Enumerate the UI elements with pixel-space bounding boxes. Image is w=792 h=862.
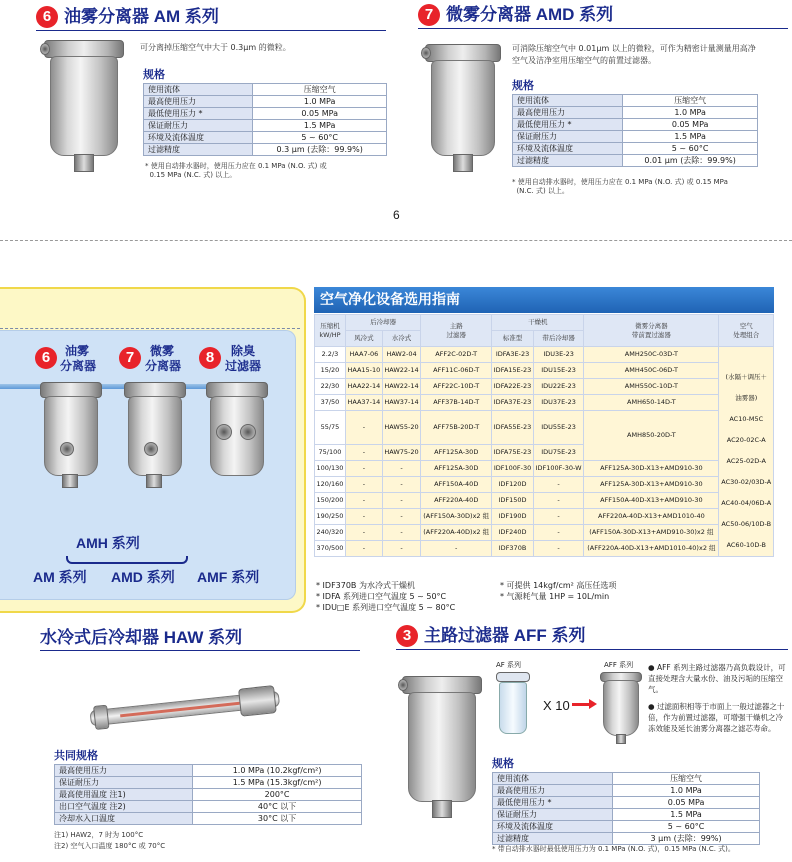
table-cell: HAW37-14: [382, 395, 420, 411]
amd-title-rule: [418, 28, 788, 29]
table-row: 环境及流体温度 5 ~ 60°C: [513, 143, 758, 155]
page-divider: [0, 240, 792, 241]
table-cell: -: [533, 541, 583, 557]
panel-amf-filter-image: [206, 382, 268, 492]
arrow-head-icon: [589, 699, 597, 709]
air-combo-item: AC60-10D-B: [726, 541, 766, 549]
aff-spec-table: [492, 772, 760, 845]
panel-number-8: 8: [199, 347, 221, 369]
table-cell: 240/320: [315, 525, 346, 541]
panel-label-6-line1: 油雾: [65, 344, 90, 358]
table-cell: -: [382, 477, 420, 493]
table-row: [315, 347, 774, 363]
haw-spec-table: [54, 764, 362, 825]
table-cell: HAW55-20: [382, 411, 420, 445]
table-row: [315, 461, 774, 477]
table-cell: IDFA15E-23: [492, 363, 534, 379]
table-cell: 15/20: [315, 363, 346, 379]
table-cell: AMH450C-06D-T: [584, 363, 719, 379]
am-description: 可分离掉压缩空气中大于 0.3μm 的微粒。: [140, 43, 291, 52]
table-row: 使用流体 压缩空气: [493, 773, 760, 785]
guide-notes-right: * 可提供 14kgf/cm² 高压任选项 * 气源耗气量 1HP = 10L/min: [500, 581, 617, 601]
table-row: [315, 411, 774, 445]
haw-cooler-image: [88, 680, 291, 741]
table-row: [315, 493, 774, 509]
air-combo-item: (水隔＋调压＋: [725, 373, 768, 381]
table-row: [315, 509, 774, 525]
aff-bullet-1: ● AFF 系列主路过滤器乃高负载设计，可直接处理含大量水份、油及污垢的压缩空气。: [648, 663, 786, 694]
panel-number-7: 7: [119, 347, 141, 369]
table-row: 最低使用压力 * 0.05 MPa: [493, 797, 760, 809]
table-cell: IDFA55E-23: [492, 411, 534, 445]
table-cell: HAW75-20: [382, 445, 420, 461]
table-row: 过滤精度 0.3 μm (去除：99.9%): [144, 144, 387, 156]
amd-footnote: * 使用自动排水器时，使用压力应在 0.1 MPa (N.O. 式) 或 0.15 MPa (N.C. 式) 以上。: [512, 178, 728, 195]
table-cell: AFF150A-40D-X13+AMD910-30: [584, 493, 719, 509]
table-cell: IDU3E-23: [533, 347, 583, 363]
table-cell: HAA37-14: [345, 395, 382, 411]
table-row: 保证耐压力 1.5 MPa: [493, 809, 760, 821]
table-cell: HAA15-10: [345, 363, 382, 379]
table-cell: (AFF150A-30D)x2 组: [421, 509, 492, 525]
haw-title-rule: [40, 650, 360, 651]
guide-title: 空气净化设备选用指南: [320, 292, 460, 308]
table-cell: IDF100F-30: [492, 461, 534, 477]
table-row: 最高使用压力 1.0 MPa: [493, 785, 760, 797]
table-cell: IDFA37E-23: [492, 395, 534, 411]
table-cell: -: [345, 525, 382, 541]
panel-label-8-line1: 除臭: [231, 344, 256, 358]
am-footnote: * 使用自动排水器时，使用压力应在 0.1 MPa (N.O. 式) 或 0.15 MPa (N.C. 式) 以上。: [145, 162, 327, 179]
table-row: 环境及流体温度 5 ~ 60°C: [493, 821, 760, 833]
table-cell: IDU37E-23: [533, 395, 583, 411]
am-title: 油雾分离器 AM 系列: [64, 7, 219, 26]
table-cell: -: [533, 493, 583, 509]
header-main-filter: 主路 过滤器: [421, 315, 492, 347]
aff-footnote: * 带自动排水器时最低使用压力为 0.1 MPa (N.O. 式)，0.15 MPa (N.C. 式)。: [492, 845, 735, 853]
table-cell: 100/130: [315, 461, 346, 477]
table-row: 保证耐压力 1.5 MPa: [513, 131, 758, 143]
table-row: 最高使用温度 注1) 200°C: [55, 789, 362, 801]
table-cell: IDU75E-23: [533, 445, 583, 461]
am-title-rule: [36, 30, 386, 31]
table-cell: IDFA3E-23: [492, 347, 534, 363]
amd-spec-heading: 规格: [512, 80, 534, 92]
panel-label-8-line2: 过滤器: [225, 359, 262, 373]
table-cell: AFF220A-40D-X13+AMD1010-40: [584, 509, 719, 525]
table-cell: AFF37B-14D-T: [421, 395, 492, 411]
aff-small-filter-image: [600, 672, 642, 746]
table-cell: AFF125A-30D-X13+AMD910-30: [584, 477, 719, 493]
amd-title: 微雾分离器 AMD 系列: [446, 5, 614, 24]
table-cell: IDFA75E-23: [492, 445, 534, 461]
table-row: [315, 379, 774, 395]
aff-series-label-small: AFF 系列: [604, 661, 634, 669]
table-cell: IDFA22E-23: [492, 379, 534, 395]
haw-note-1: 注1) HAW2，7 时为 100°C: [54, 831, 144, 839]
panel-number-6: 6: [35, 347, 57, 369]
table-cell: AFF11C-06D-T: [421, 363, 492, 379]
table-cell: IDF240D: [492, 525, 534, 541]
header-dryer: 干燥机: [492, 315, 584, 331]
table-cell: IDF190D: [492, 509, 534, 525]
haw-title: 水冷式后冷却器 HAW 系列: [40, 628, 243, 647]
air-combo-item: AC25-02D-A: [726, 457, 766, 465]
table-cell: -: [382, 509, 420, 525]
table-cell: HAW22-14: [382, 379, 420, 395]
table-cell: 55/75: [315, 411, 346, 445]
table-cell: 370/500: [315, 541, 346, 557]
pipe-line: [0, 384, 240, 389]
guide-notes-left: * IDF370B 为水冷式干燥机 * IDFA 系列进口空气温度 5 ~ 50°C * IDU□E 系列进口空气温度 5 ~ 80°C: [316, 581, 456, 612]
table-row: [315, 363, 774, 379]
table-cell: IDF100F-30-W: [533, 461, 583, 477]
table-cell: AFF22C-10D-T: [421, 379, 492, 395]
table-cell: -: [345, 411, 382, 445]
section-number-am: 6: [36, 6, 58, 28]
table-cell: 150/200: [315, 493, 346, 509]
air-combo-item: AC20-02C-A: [726, 436, 766, 444]
table-cell: IDU55E-23: [533, 411, 583, 445]
amh-series-label: AMH 系列: [76, 535, 140, 551]
aff-spec-heading: 规格: [492, 758, 514, 770]
table-cell: AMH550C-10D-T: [584, 379, 719, 395]
table-cell: HAA7-06: [345, 347, 382, 363]
table-cell: -: [345, 509, 382, 525]
panel-dashed-line: [0, 328, 300, 329]
table-cell: AFF75B-20D-T: [421, 411, 492, 445]
table-cell: AFF125A-30D: [421, 445, 492, 461]
table-cell: AMH650-14D-T: [584, 395, 719, 411]
table-cell: -: [421, 541, 492, 557]
air-combo-item: AC10-M5C: [729, 415, 764, 423]
table-cell: -: [533, 525, 583, 541]
table-cell: -: [345, 541, 382, 557]
bottom-label-amd: AMD 系列: [111, 569, 175, 585]
table-cell: -: [382, 493, 420, 509]
selection-guide-table: 压缩机 kW/HP 后冷却器 主路 过滤器 干燥机 微雾分离器 带前置过滤器 空气 处理组合 风冷式 水冷式 标准型 带后冷却器 2.2/3 HAA7-06 HAW2-04 AFF2C-02D-T IDFA3E-23 IDU3E-23 AMH250C-03D-T (水隔＋调压＋ 油雾器) AC10-M5C AC20-02C-A AC25-02D-A AC30-02/03D-A AC40-04/06D-A AC50-06/10D-B AC60-10D-B 15/20 HAA15-10 HAW22-14 AFF11C-06D-T IDFA15E-23 IDU15E-23 AMH450C-06D-T 22/30 HAA22-14 HAW22-14 AFF22C-10D-T IDFA22E-23 IDU22E-23 AMH550C-10D-T 37/50 HAA37-14 HAW37-14 AFF37B-14D-T IDFA37E-23 IDU37E-23 AMH650-14D-T 55/75 - HAW55-20 AFF75B-20D-T IDFA55E-23 IDU55E-23 AMH850-20D-T 75/100 - HAW75-20 AFF125A-30D IDFA75E-23 IDU75E-23 100/130 - - AFF125A-30D IDF100F-30 IDF100F-30-W AFF125A-30D-X13+AMD910-30 120/160 - - AFF150A-40D IDF120D - AFF125A-30D-X13+AMD910-30 150/200 - - AFF220A-40D IDF150D - AFF150A-40D-X13+AMD910-30 190/250 - - (AFF150A-30D)x2 组 IDF190D - AFF220A-40D-X13+AMD1010-40 240/320 - - (AFF220A-40D)x2 组 IDF240D - (AFF150A-30D-X13+AMD910-30)x2 组 370/500 - - - IDF370B - (AFF220A-40D-X13+AMD1010-40)x2 组: [314, 314, 774, 557]
table-cell: 75/100: [315, 445, 346, 461]
aff-title: 主路过滤器 AFF 系列: [424, 626, 586, 645]
bullet-icon: ●: [648, 663, 657, 672]
table-cell: -: [533, 509, 583, 525]
table-cell: IDF370B: [492, 541, 534, 557]
table-cell: (AFF220A-40D-X13+AMD1010-40)x2 组: [584, 541, 719, 557]
table-row: 最高使用压力 1.0 MPa: [144, 96, 387, 108]
haw-note-2: 注2) 空气入口温度 180°C 或 70°C: [54, 842, 166, 850]
bottom-label-amf: AMF 系列: [197, 569, 260, 585]
panel-label-6-line2: 分离器: [60, 359, 97, 373]
table-row: 最低使用压力 * 0.05 MPa: [513, 119, 758, 131]
table-cell: IDU22E-23: [533, 379, 583, 395]
bottom-label-am: AM 系列: [33, 569, 87, 585]
panel-am-filter-image: [40, 382, 102, 492]
af-series-label: AF 系列: [496, 661, 522, 669]
panel-label-7-line1: 微雾: [150, 344, 175, 358]
table-cell: -: [533, 477, 583, 493]
aff-filter-image: [402, 676, 482, 822]
aff-bullet-2: ● 过滤面积相等于市面上一般过滤器之十倍，作为前置过滤器，可增强干燥机之冷冻效能及延长油雾分离器之滤芯寿命。: [648, 702, 785, 733]
table-cell: IDU15E-23: [533, 363, 583, 379]
table-row: 过滤精度 0.01 μm (去除：99.9%): [513, 155, 758, 167]
table-cell: 2.2/3: [315, 347, 346, 363]
table-row: 使用流体 压缩空气: [513, 95, 758, 107]
table-cell: AFF2C-02D-T: [421, 347, 492, 363]
table-cell: HAW2-04: [382, 347, 420, 363]
table-cell: -: [345, 477, 382, 493]
table-row: 过滤精度 3 μm (去除：99%): [493, 833, 760, 845]
header-air-combo: 空气 处理组合: [719, 315, 774, 347]
table-row: 保证耐压力 1.5 MPa: [144, 120, 387, 132]
table-row: 环境及流体温度 5 ~ 60°C: [144, 132, 387, 144]
am-spec-heading: 规格: [143, 69, 165, 81]
table-cell: 37/50: [315, 395, 346, 411]
amd-spec-table: [512, 94, 758, 167]
table-row: 最高使用压力 1.0 MPa: [513, 107, 758, 119]
table-cell: HAW22-14: [382, 363, 420, 379]
table-cell: -: [345, 461, 382, 477]
section-number-aff: 3: [396, 625, 418, 647]
table-cell: IDF150D: [492, 493, 534, 509]
table-row: 使用流体 压缩空气: [144, 84, 387, 96]
table-cell: HAA22-14: [345, 379, 382, 395]
table-cell: 190/250: [315, 509, 346, 525]
table-cell: 22/30: [315, 379, 346, 395]
header-mist: 微雾分离器 带前置过滤器: [584, 315, 719, 347]
air-combo-item: AC40-04/06D-A: [721, 499, 772, 507]
table-cell: AMH250C-03D-T: [584, 347, 719, 363]
table-row: [315, 477, 774, 493]
air-combo-item: 油雾器): [735, 394, 758, 402]
header-capacity: 压缩机 kW/HP: [315, 315, 346, 347]
af-small-filter-image: [496, 672, 530, 740]
table-cell: -: [382, 461, 420, 477]
table-row: 最高使用压力 1.0 MPa (10.2kgf/cm²): [55, 765, 362, 777]
table-row: 保证耐压力 1.5 MPa (15.3kgf/cm²): [55, 777, 362, 789]
am-filter-image: [44, 40, 124, 175]
table-row: [315, 395, 774, 411]
times-ten-label: X 10: [543, 698, 570, 713]
amh-bracket: [66, 556, 188, 564]
table-cell: -: [382, 541, 420, 557]
amd-description: 可消除压缩空气中 0.01μm 以上的微粒，可作为精密计量测量用高净 空气及洁净室用压缩空气的前置过滤器。: [512, 44, 756, 65]
aff-title-rule: [396, 649, 788, 650]
table-cell: -: [345, 493, 382, 509]
air-combo-item: AC50-06/10D-B: [721, 520, 772, 528]
table-row: 出口空气温度 注2) 40°C 以下: [55, 801, 362, 813]
table-cell: AFF125A-30D: [421, 461, 492, 477]
arrow-icon: [572, 703, 590, 706]
table-cell: (AFF220A-40D)x2 组: [421, 525, 492, 541]
table-cell: -: [345, 445, 382, 461]
table-cell: AFF125A-30D-X13+AMD910-30: [584, 461, 719, 477]
page-number: 6: [393, 208, 400, 222]
amd-filter-image: [425, 44, 501, 174]
panel-label-7-line2: 分离器: [145, 359, 182, 373]
table-cell: AFF220A-40D: [421, 493, 492, 509]
panel-amd-filter-image: [124, 382, 186, 492]
table-cell: (AFF150A-30D-X13+AMD910-30)x2 组: [584, 525, 719, 541]
table-cell: AFF150A-40D: [421, 477, 492, 493]
am-spec-table: [143, 83, 387, 156]
table-cell: IDF120D: [492, 477, 534, 493]
table-row: 冷却水入口温度 30°C 以下: [55, 813, 362, 825]
air-combo-item: AC30-02/03D-A: [721, 478, 772, 486]
air-combo-cell: [719, 347, 774, 557]
table-cell: 120/160: [315, 477, 346, 493]
bullet-icon: ●: [648, 702, 657, 711]
haw-spec-heading: 共同规格: [54, 750, 98, 762]
table-cell: AMH850-20D-T: [584, 411, 719, 461]
section-number-amd: 7: [418, 4, 440, 26]
table-row: [315, 541, 774, 557]
table-row: [315, 525, 774, 541]
table-row: 最低使用压力 * 0.05 MPa: [144, 108, 387, 120]
table-cell: -: [382, 525, 420, 541]
header-cooler: 后冷却器: [345, 315, 420, 331]
